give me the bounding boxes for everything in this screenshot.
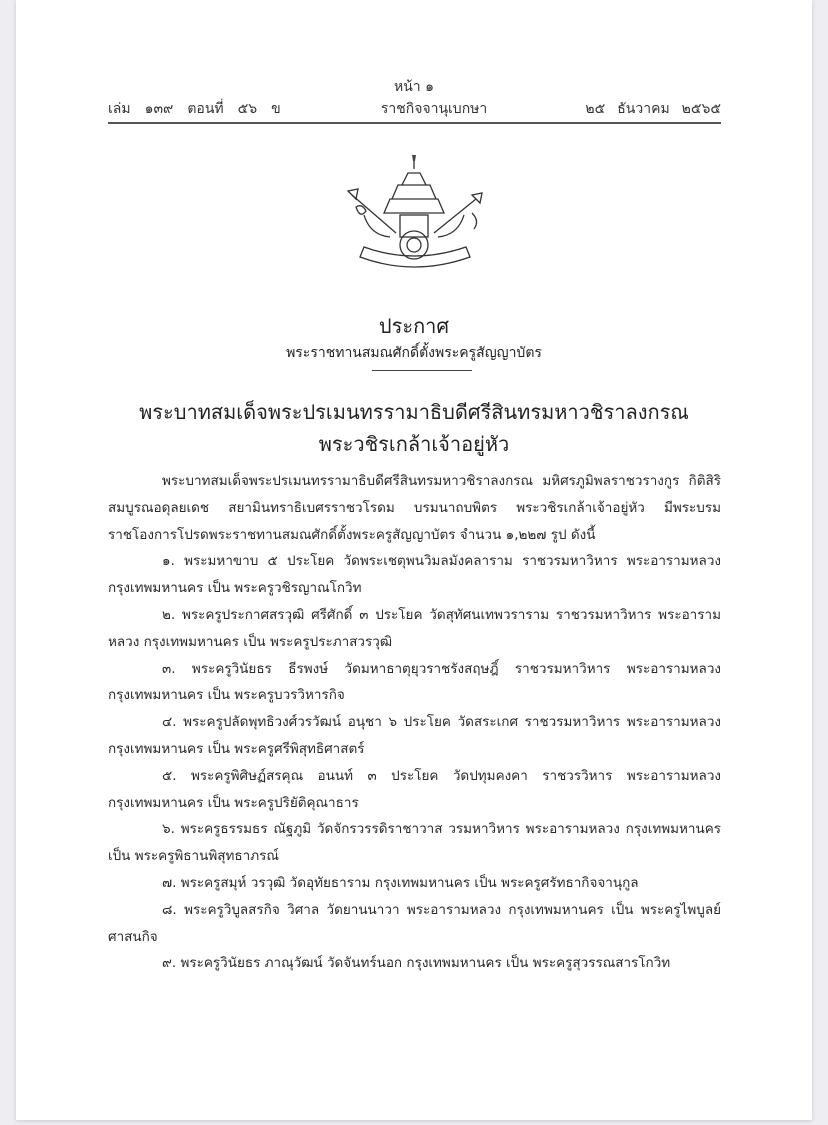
publication-name: ราชกิจจานุเบกษา xyxy=(380,101,488,117)
list-item: ๔. พระครูปลัดพุทธิวงศ์วรวัฒน์ อนุชา ๖ ประโยค วัดสระเกศ ราชวรมหาวิหาร พระอารามหลวง กรุงเทพมหานคร เป็น พระครูศรีพิสุทธิศาสตร์ xyxy=(108,714,721,757)
issue-label: ตอนที่ xyxy=(187,101,224,117)
announcement-title: ประกาศ xyxy=(378,314,450,338)
list-item: ๑. พระมหาขาบ ๕ ประโยค วัดพระเชตุพนวิมลมังคลาราม ราชวรมหาวิหาร พระอารามหลวง กรุงเทพมหานคร เป็น พระครูวชิรญาณโกวิท xyxy=(108,553,721,597)
list-item: ๙. พระครูวินัยธร ภาณุวัฒน์ วัดจันทร์นอก กรุงเทพมหานคร เป็น พระครูสุวรรณสารโกวิท xyxy=(162,955,671,972)
intro-paragraph: พระบาทสมเด็จพระปรเมนทรรามาธิบดีศรีสินทรมหาวชิราลงกรณ มหิศรภูมิพลราชวรางกูร กิติสิริสมบูรณอดุลยเดช สยามินทราธิเบศรราชวโรดม บรมนาถบพิตร พระวชิรเกล้าเจ้าอยู่หัว มีพระบรมราชโองการโปรดพระราชทานสมณศักดิ์ตั้งพระครูสัญญาบัตร จำนวน ๑,๒๒๗ รูป ดังนี้ xyxy=(108,473,721,543)
royal-name-heading xyxy=(16,396,812,460)
volume-number: ๑๓๙ xyxy=(144,101,174,117)
list-item: ๘. พระครูวิบูลสรกิจ วิศาล วัดยานนาวา พระอารามหลวง กรุงเทพมหานคร เป็น พระครูไพบูลย์ศาสนกิจ xyxy=(108,901,721,945)
date-month: ธันวาคม xyxy=(617,101,670,117)
section-letter: ข xyxy=(271,101,281,117)
royal-garuda-emblem-icon xyxy=(334,155,494,275)
volume-label: เล่ม xyxy=(108,101,131,117)
page-number: หน้า ๑ xyxy=(394,79,434,95)
announcement-subtitle: พระราชทานสมณศักดิ์ตั้งพระครูสัญญาบัตร xyxy=(286,345,542,361)
list-item: ๗. พระครูสมุห์ วรวุฒิ วัดอุทัยธาราม กรุงเทพมหานคร เป็น พระครูศรัทธากิจจานุกูล xyxy=(162,874,639,891)
volume-issue xyxy=(108,98,295,120)
list-item: ๕. พระครูพิศิษฏ์สรคุณ อนนท์ ๓ ประโยค วัดปทุมคงคา ราชวรวิหาร พระอารามหลวง กรุงเทพมหานคร เป็น พระครูปริยัติคุณาธาร xyxy=(108,767,721,811)
gazette-header xyxy=(108,98,721,120)
document-page xyxy=(16,0,812,1120)
date-day: ๒๕ xyxy=(585,101,606,117)
royal-name-line-2: พระวชิรเกล้าเจ้าอยู่หัว xyxy=(318,432,510,456)
date-year: ๒๕๖๕ xyxy=(681,101,721,117)
royal-name-line-1: พระบาทสมเด็จพระปรเมนทรรามาธิบดีศรีสินทรมหาวชิราลงกรณ xyxy=(139,400,689,424)
list-item: ๒. พระครูประกาศสรวุฒิ ศรีศักดิ์ ๓ ประโยค วัดสุทัศนเทพวราราม ราชวรมหาวิหาร พระอารามหลวง กรุงเทพมหานคร เป็น พระครูประภาสวรวุฒิ xyxy=(108,606,721,650)
subtitle-divider xyxy=(372,370,472,371)
list-item: ๖. พระครูธรรมธร ณัฐภูมิ วัดจักรวรรดิราชาวาส วรมหาวิหาร พระอารามหลวง กรุงเทพมหานคร เป็น พระครูพิธานพิสุทธาภรณ์ xyxy=(108,821,721,865)
publication-date xyxy=(573,98,721,120)
list-item: ๓. พระครูวินัยธร ธีรพงษ์ วัดมหาธาตุยุวราชรังสฤษฎิ์ ราชวรมหาวิหาร พระอารามหลวง กรุงเทพมหานคร เป็น พระครูบวรวิหารกิจ xyxy=(108,660,721,704)
header-divider xyxy=(108,122,721,124)
issue-number: ๕๖ xyxy=(237,101,258,117)
announcement-body xyxy=(108,468,721,977)
